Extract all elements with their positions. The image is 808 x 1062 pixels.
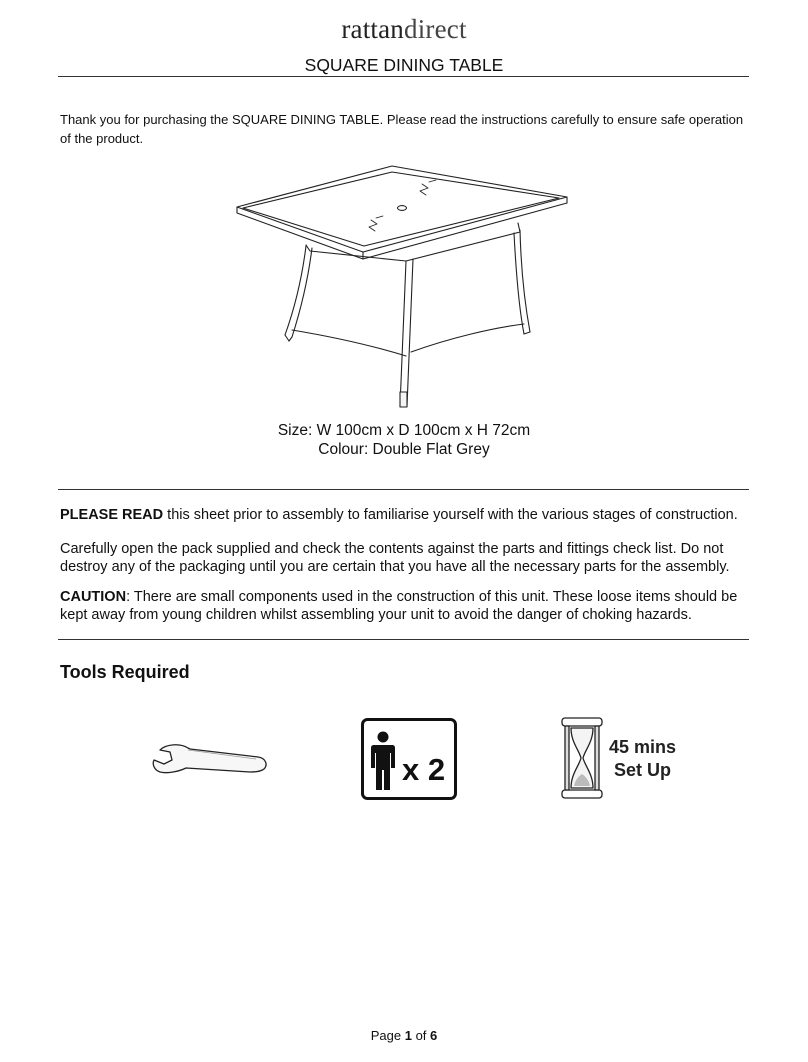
please-read-label: PLEASE READ xyxy=(60,507,164,523)
hourglass-icon xyxy=(559,716,605,800)
page-total: 6 xyxy=(430,1028,438,1043)
brand-logo-part1: rattan xyxy=(341,14,404,44)
person-count: x 2 xyxy=(402,752,446,787)
page-prefix: Page xyxy=(370,1028,405,1043)
section-divider-bottom xyxy=(58,639,749,640)
please-read-notice xyxy=(60,506,750,524)
page-current: 1 xyxy=(404,1028,412,1043)
pack-contents-notice: Carefully open the pack supplied and check the contents against the parts and fittings check list. Do not destroy any of the packaging until you are certain that you have all the necessary parts for the assembly. xyxy=(60,541,730,575)
tools-heading: Tools Required xyxy=(60,662,190,682)
intro-text: Thank you for purchasing the SQUARE DINING TABLE. Please read the instructions carefully to ensure safe operation of the product. xyxy=(60,112,744,146)
header-divider xyxy=(58,76,749,77)
colour-spec: Colour: Double Flat Grey xyxy=(318,441,490,458)
dining-table-illustration xyxy=(230,160,580,420)
document-title: SQUARE DINING TABLE xyxy=(304,55,504,75)
caution-notice xyxy=(60,588,750,624)
brand-logo xyxy=(0,14,808,45)
setup-time xyxy=(609,736,676,782)
size-spec: Size: W 100cm x D 100cm x H 72cm xyxy=(277,422,531,439)
brand-logo-part2: direct xyxy=(404,14,467,44)
caution-text: : There are small components used in the construction of this unit. These loose items should be kept away from young children whilst assembling your unit to avoid the danger of choking hazards. xyxy=(60,589,738,623)
section-divider-top xyxy=(58,489,749,490)
setup-time-label: Set Up xyxy=(614,760,672,780)
page-of: of xyxy=(411,1028,431,1043)
setup-time-mins: 45 mins xyxy=(609,737,677,757)
two-person-badge xyxy=(361,718,457,800)
caution-label: CAUTION xyxy=(60,589,127,605)
please-read-text: this sheet prior to assembly to familiarise yourself with the various stages of construction. xyxy=(163,507,738,523)
spanner-icon xyxy=(150,738,270,778)
page-number xyxy=(0,1028,808,1043)
product-specs xyxy=(0,421,808,459)
